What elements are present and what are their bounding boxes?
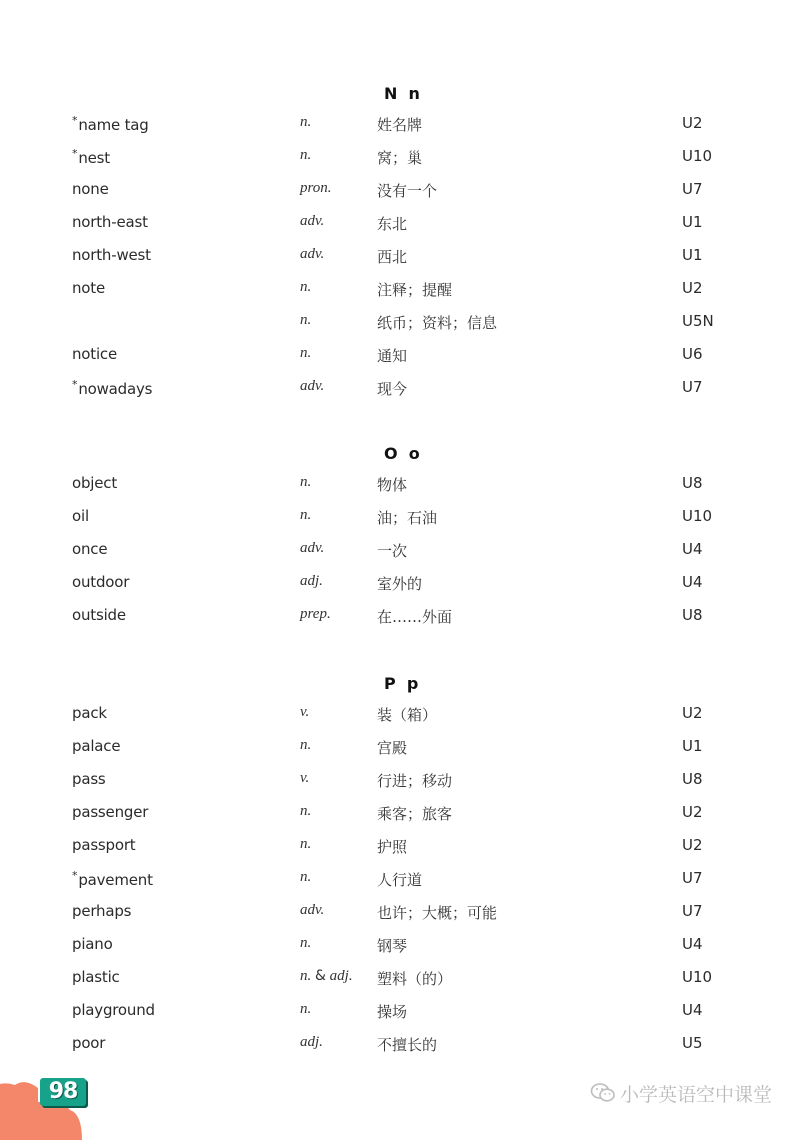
entry-word [72,770,106,788]
glossary-entry [0,1001,800,1025]
part-of-speech: n. [300,474,312,490]
part-of-speech: prep. [300,606,331,622]
glossary-entry [0,213,800,237]
entry-unit: U5 [682,1034,703,1052]
glossary-entry [0,378,800,402]
entry-unit: U8 [682,770,703,788]
entry-word [72,147,110,167]
entry-word [72,803,148,821]
entry-word-text: pavement [78,871,153,889]
part-of-speech: pron. [300,180,332,196]
glossary-entry [0,147,800,171]
entry-unit: U7 [682,378,703,396]
entry-word [72,180,109,198]
entry-unit: U8 [682,474,703,492]
glossary-entry [0,869,800,893]
part-of-speech: adv. [300,246,325,262]
entry-meaning: 不擅长的 [377,1036,438,1054]
entry-unit: U4 [682,573,703,591]
entry-word [72,213,148,231]
part-of-speech: adj. [300,1034,323,1050]
entry-unit: U8 [682,606,703,624]
glossary-entry [0,737,800,761]
watermark-text: 小学英语空中课堂 [620,1083,773,1106]
entry-meaning: 纸币；资料；信息 [377,314,498,332]
entry-unit: U4 [682,935,703,953]
part-of-speech: n. [300,1001,312,1017]
entry-word [72,1001,155,1019]
glossary-entry [0,902,800,926]
entry-word [72,279,105,297]
entry-unit: U6 [682,345,703,363]
star-marker: * [72,114,78,127]
part-of-speech: n. [300,507,312,523]
entry-unit: U7 [682,869,703,887]
part-of-speech [300,968,353,985]
entry-unit: U4 [682,1001,703,1019]
entry-meaning: 也许；大概；可能 [377,904,498,922]
glossary-entry [0,573,800,597]
glossary-entry [0,935,800,959]
entry-word-text: poor [72,1034,106,1052]
entry-word-text: pass [72,770,106,788]
entry-word [72,968,120,986]
entry-unit: U2 [682,279,703,297]
part-of-speech: n. [300,803,312,819]
entry-meaning: 护照 [377,838,408,856]
glossary-entry [0,246,800,270]
entry-unit: U10 [682,147,713,165]
entry-meaning: 通知 [377,347,408,365]
entry-unit: U10 [682,968,713,986]
part-of-speech: n. [300,114,312,130]
part-of-speech: adv. [300,378,325,394]
glossary-entry [0,803,800,827]
entry-meaning: 窝；巢 [377,149,423,167]
entry-unit: U10 [682,507,713,525]
entry-word-text: outside [72,606,126,624]
watermark [590,1080,772,1106]
glossary-entry [0,114,800,138]
entry-word [72,114,149,134]
part-of-speech: n. [300,147,312,163]
pos-part: & [315,968,326,984]
part-of-speech: n. [300,312,312,328]
entry-meaning: 宫殿 [377,739,408,757]
glossary-entry [0,474,800,498]
entry-meaning: 塑料（的） [377,970,453,988]
entry-word-text: note [72,279,105,297]
entry-word [72,507,89,525]
entry-unit: U2 [682,836,703,854]
part-of-speech: adv. [300,213,325,229]
part-of-speech: n. [300,345,312,361]
entry-meaning: 一次 [377,542,408,560]
section-letter: N n [384,84,420,103]
pos-part: adj. [329,968,353,984]
entry-meaning: 东北 [377,215,408,233]
part-of-speech: n. [300,279,312,295]
entry-unit: U7 [682,180,703,198]
glossary-entry [0,770,800,794]
glossary-entry [0,968,800,992]
part-of-speech: adj. [300,573,323,589]
star-marker: * [72,147,78,160]
entry-word-text: nest [78,149,110,167]
entry-word-text: notice [72,345,118,363]
entry-unit: U7 [682,902,703,920]
entry-meaning: 油；石油 [377,509,438,527]
entry-unit: U4 [682,540,703,558]
star-marker: * [72,869,78,882]
part-of-speech: n. [300,869,312,885]
part-of-speech: n. [300,737,312,753]
entry-word-text: object [72,474,118,492]
entry-word-text: piano [72,935,113,953]
part-of-speech: v. [300,770,310,786]
glossary-entry [0,345,800,369]
entry-word-text: none [72,180,109,198]
entry-word-text: oil [72,507,89,525]
glossary-entry [0,507,800,531]
entry-word [72,1034,105,1052]
part-of-speech: adv. [300,540,325,556]
entry-meaning: 装（箱） [377,706,438,724]
entry-word-text: perhaps [72,902,132,920]
entry-meaning: 没有一个 [377,182,438,200]
entry-unit: U1 [682,213,703,231]
entry-word [72,869,153,889]
entry-word-text: north-west [72,246,151,264]
glossary-entry [0,180,800,204]
entry-word-text: passport [72,836,136,854]
entry-meaning: 物体 [377,476,408,494]
entry-unit: U5N [682,312,714,330]
pos-part: n. [300,968,312,984]
part-of-speech: n. [300,935,312,951]
glossary-entry [0,540,800,564]
entry-meaning: 注释；提醒 [377,281,453,299]
entry-word-text: plastic [72,968,120,986]
entry-word [72,474,117,492]
glossary-entry [0,312,800,336]
entry-meaning: 钢琴 [377,937,408,955]
entry-word-text: once [72,540,108,558]
entry-word-text: playground [72,1001,155,1019]
glossary-entry [0,1034,800,1058]
entry-word-text: name tag [78,116,149,134]
entry-unit: U1 [682,246,703,264]
entry-unit: U1 [682,737,703,755]
star-marker: * [72,378,78,391]
entry-meaning: 姓名牌 [377,116,423,134]
entry-word-text: nowadays [78,380,153,398]
section-letter: O o [384,444,420,463]
entry-word-text: outdoor [72,573,130,591]
section-letter: P p [384,674,419,693]
entry-meaning: 室外的 [377,575,423,593]
entry-word [72,935,113,953]
entry-word [72,606,126,624]
entry-word [72,836,136,854]
entry-word [72,540,107,558]
entry-meaning: 现今 [377,380,408,398]
wechat-icon [590,1082,616,1104]
entry-word [72,704,107,722]
entry-word-text: passenger [72,803,149,821]
entry-word [72,737,120,755]
entry-word [72,902,131,920]
entry-word-text: palace [72,737,121,755]
entry-meaning: 行进；移动 [377,772,453,790]
entry-word [72,378,152,398]
glossary-entry [0,836,800,860]
entry-meaning: 人行道 [377,871,423,889]
entry-meaning: 乘客；旅客 [377,805,453,823]
entry-word-text: north-east [72,213,148,231]
part-of-speech: v. [300,704,310,720]
entry-meaning: 在……外面 [377,608,453,626]
entry-unit: U2 [682,704,703,722]
entry-word [72,246,151,264]
glossary-entry [0,606,800,630]
glossary-entry [0,704,800,728]
page-number-badge: 98 [40,1078,86,1106]
entry-unit: U2 [682,114,703,132]
entry-word [72,573,129,591]
entry-word [72,345,117,363]
entry-meaning: 操场 [377,1003,408,1021]
entry-word-text: pack [72,704,107,722]
entry-meaning: 西北 [377,248,408,266]
part-of-speech: adv. [300,902,325,918]
part-of-speech: n. [300,836,312,852]
entry-unit: U2 [682,803,703,821]
glossary-entry [0,279,800,303]
